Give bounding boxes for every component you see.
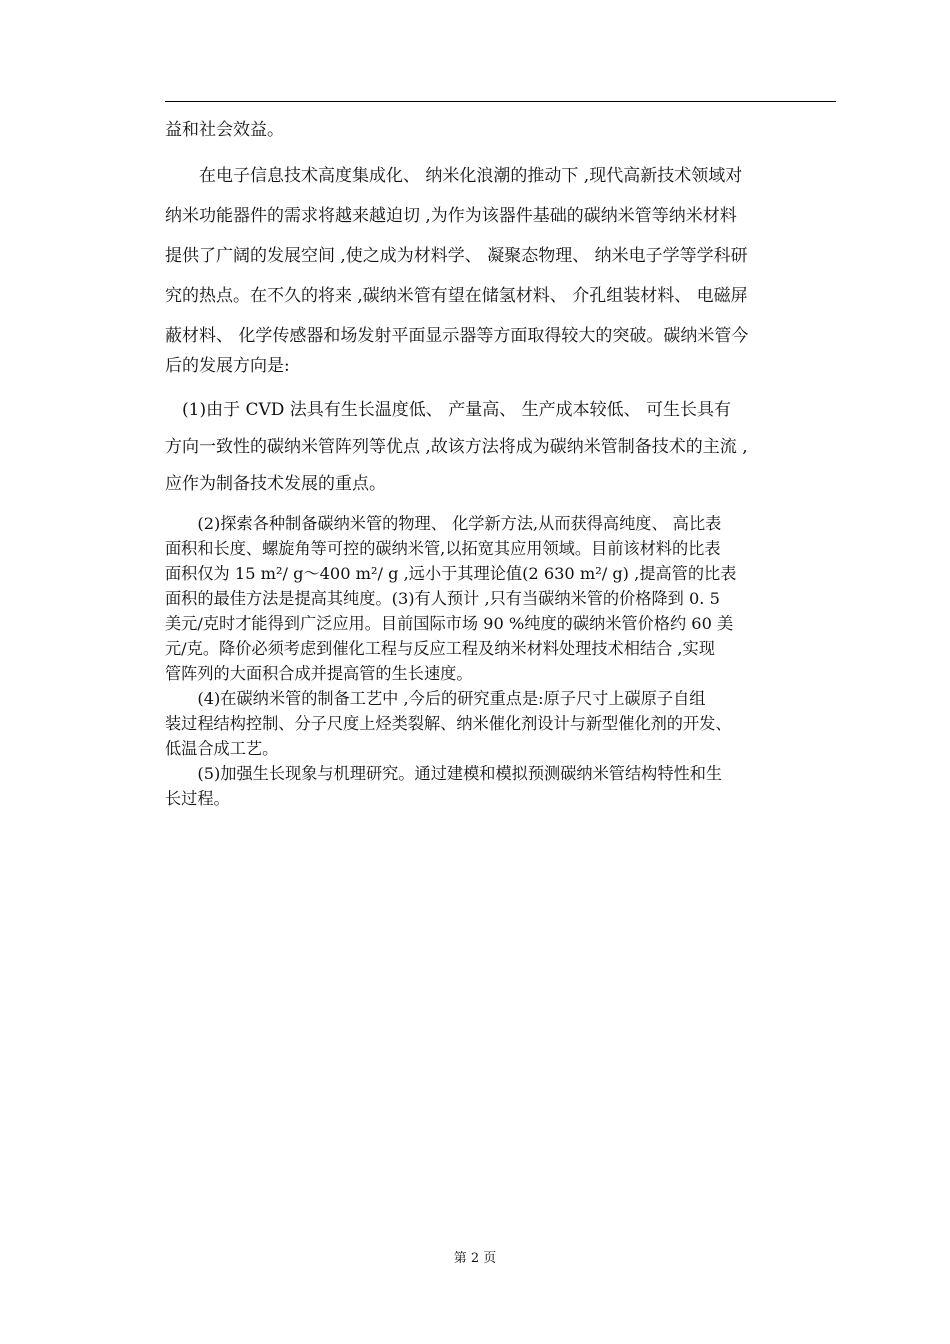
text-line-22: 长过程。 <box>165 789 230 808</box>
text-line-3: 纳米功能器件的需求将越来越迫切 ,为作为该器件基础的碳纳米管等纳米材料 <box>165 206 737 226</box>
text-line-13: 面积仅为 15 m²/ g～400 m²/ g ,远小于其理论值(2 630 m²/ g) ,提高管的比表 <box>165 564 737 583</box>
header-rule <box>165 101 836 102</box>
text-line-8: (1)由于 CVD 法具有生长温度低、 产量高、 生产成本较低、 可生长具有 <box>165 400 732 420</box>
text-line-16: 元/克。降价必须考虑到催化工程与反应工程及纳米材料处理技术相结合 ,实现 <box>165 639 715 658</box>
text-line-17: 管阵列的大面积合成并提高管的生长速度。 <box>165 664 473 683</box>
text-line-9: 方向一致性的碳纳米管阵列等优点 ,故该方法将成为碳纳米管制备技术的主流 , <box>165 437 748 457</box>
text-line-19: 装过程结构控制、分子尺度上烃类裂解、纳米催化剂设计与新型催化剂的开发、 <box>165 714 732 733</box>
page-number: 第 2 页 <box>453 1251 497 1266</box>
text-line-20: 低温合成工艺。 <box>165 739 279 758</box>
text-line-12: 面积和长度、螺旋角等可控的碳纳米管,以拓宽其应用领域。目前该材料的比表 <box>165 539 721 558</box>
text-line-5: 究的热点。在不久的将来 ,碳纳米管有望在储氢材料、 介孔组装材料、 电磁屏 <box>165 286 748 306</box>
text-line-7: 后的发展方向是: <box>165 356 290 376</box>
text-line-10: 应作为制备技术发展的重点。 <box>165 474 386 494</box>
text-line-21: (5)加强生长现象与机理研究。通过建模和模拟预测碳纳米管结构特性和生 <box>165 764 723 783</box>
text-line-2: 在电子信息技术高度集成化、 纳米化浪潮的推动下 ,现代高新技术领域对 <box>165 166 743 186</box>
text-line-11: (2)探索各种制备碳纳米管的物理、 化学新方法,从而获得高纯度、 高比表 <box>165 514 722 533</box>
text-line-4: 提供了广阔的发展空间 ,使之成为材料学、 凝聚态物理、 纳米电子学等学科研 <box>165 246 748 266</box>
text-line-15: 美元/克时才能得到广泛应用。目前国际市场 90 %纯度的碳纳米管价格约 60 美 <box>165 614 734 633</box>
text-line-6: 蔽材料、 化学传感器和场发射平面显示器等方面取得较大的突破。碳纳米管今 <box>165 326 749 346</box>
text-line-18: (4)在碳纳米管的制备工艺中 ,今后的研究重点是:原子尺寸上碳原子自组 <box>165 689 706 708</box>
text-line-1: 益和社会效益。 <box>165 120 284 140</box>
text-line-14: 面积的最佳方法是提高其纯度。(3)有人预计 ,只有当碳纳米管的价格降到 0. 5 <box>165 589 720 608</box>
